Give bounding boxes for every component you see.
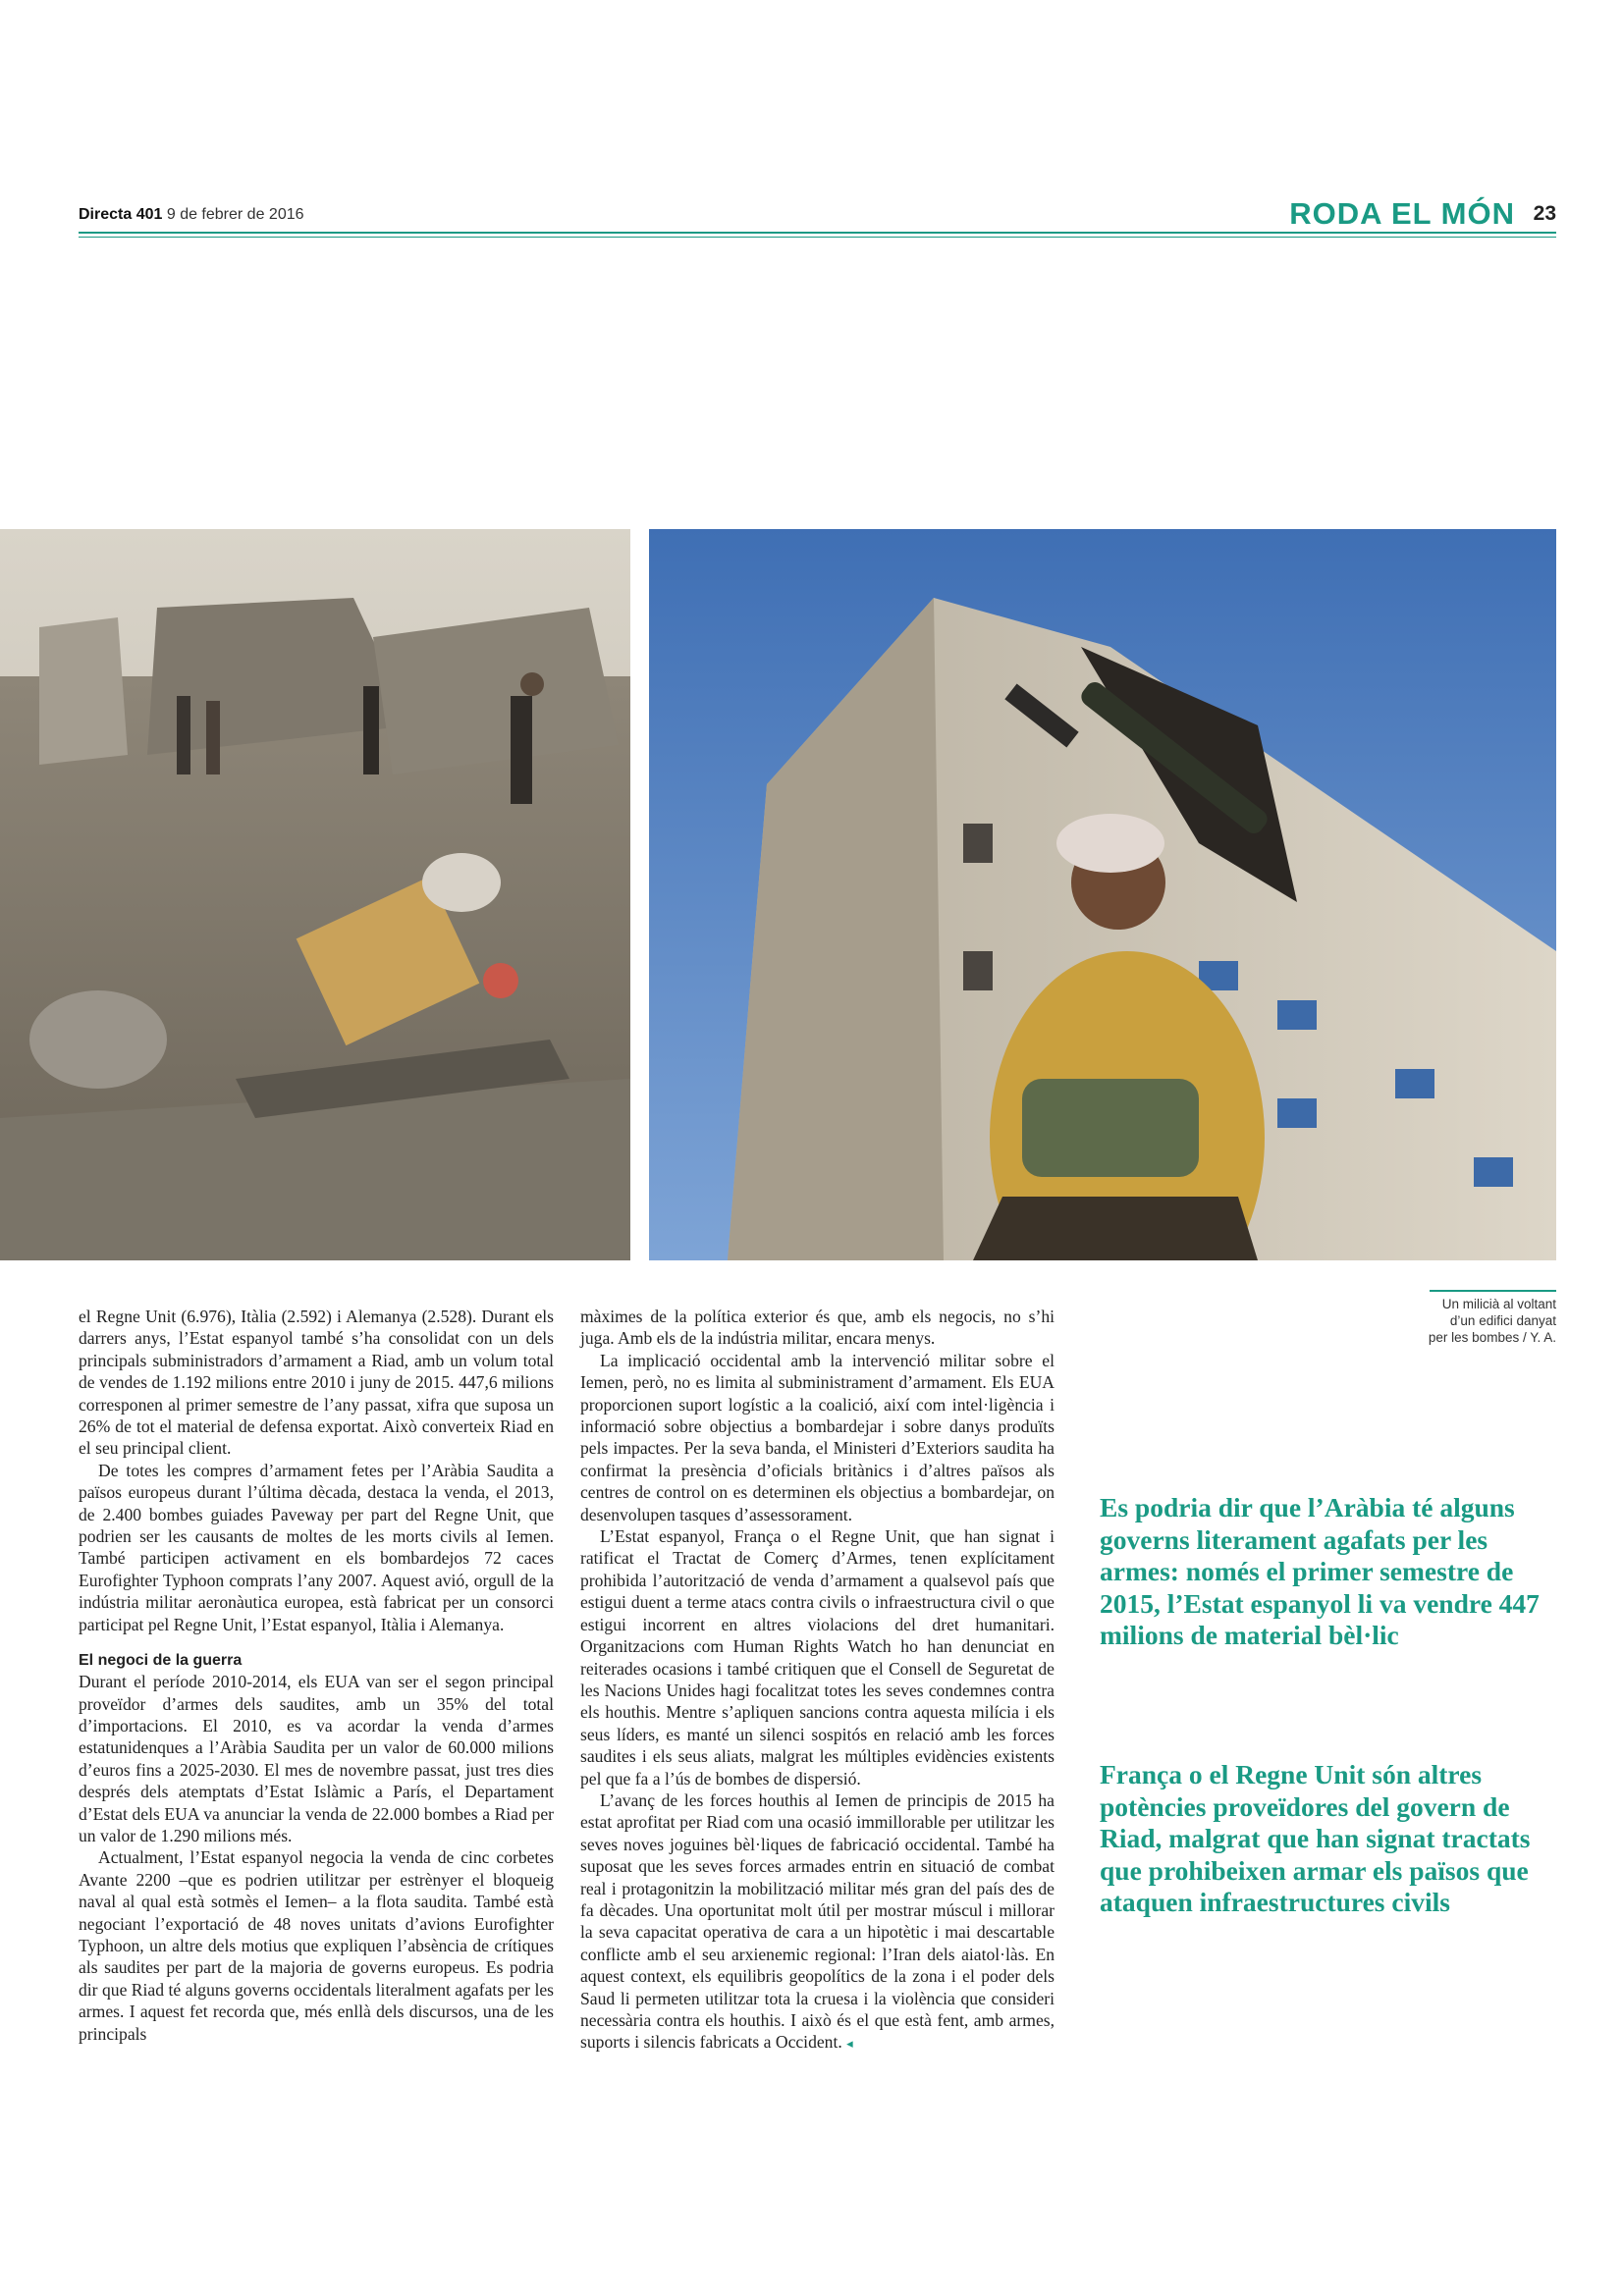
- article-paragraph: màximes de la política exterior és que, amb els negocis, no s’hi juga. Amb els de la indústria militar, encara menys.: [580, 1307, 1055, 1349]
- section-title: RODA EL MÓN: [1289, 196, 1515, 231]
- caption-line: Un milicià al voltant: [1441, 1297, 1556, 1311]
- page-number: 23: [1533, 202, 1556, 225]
- article-column-2: [580, 1306, 1055, 2056]
- article-subhead: El negoci de la guerra: [79, 1652, 243, 1670]
- caption-line: per les bombes / Y. A.: [1428, 1330, 1556, 1345]
- militiaman-photo: [649, 529, 1556, 1260]
- pull-quote-2: França o el Regne Unit són altres potències proveïdores del govern de Riad, malgrat que han signat tractats que prohibeixen armar els països que ataquen infraestructures civils: [1100, 1759, 1531, 1917]
- caption-rule: [1430, 1290, 1556, 1292]
- header-rule-top: [79, 232, 1556, 234]
- article-paragraph: Durant el període 2010-2014, els EUA van ser el segon principal proveïdor d’armes dels saudites, amb un 35% del total d’importacions. El 2010, es va acordar la venda d’armes estatunidenques a l’Aràbia Saudita per un valor de 60.000 milions d’euros fins a 2025-2030. El mes de novembre passat, just tres dies després dels atemptats d’Estat Islàmic a París, el Departament d’Estat dels EUA va anunciar la venda de 22.000 bombes a Riad per un valor de 1.290 milions més.: [79, 1672, 554, 1845]
- rubble-photo: [0, 529, 630, 1260]
- article-paragraph: La implicació occidental amb la intervenció militar sobre el Iemen, però, no es limita al subministrament d’armament. Els EUA proporcionen suport logístic a la coalició, així com intel·ligència i informació sobre objectius a bombardejar i sobre danys produïts pels impactes. Per la seva banda, el Ministeri d’Exteriors saudita ha confirmat la presència d’oficials britànics i d’altres països als centres de control on es determinen els objectius a bombardejar, on desenvolupen tasques d’assessorament.: [580, 1350, 1055, 1524]
- publication-name: Directa 401: [79, 206, 163, 223]
- article-paragraph: L’Estat espanyol, França o el Regne Unit, que han signat i ratificat el Tractat de Comerç d’Armes, tenen explícitament prohibida l’autorització de venda d’armament a qualsevol país que estigui duent a terme atacs contra civils o infraestructura civil o que estigui incorrent en altres violacions del dret humanitari. Organitzacions com Human Rights Watch ho han denunciat en reiterades ocasions i també critiquen que el Consell de Seguretat de les Nacions Unides hagi focalitzat totes les seves condemnes contra els houthis. Mentre s’apliquen sancions contra aquesta milícia i els seus líders, es manté un silenci sospitós en relació amb les forces saudites i els seus aliats, malgrat les múltiples evidències existents pel que fa a l’ús de bombes de dispersió.: [580, 1526, 1055, 1789]
- article-paragraph: Actualment, l’Estat espanyol negocia la venda de cinc corbetes Avante 2200 –que es podrien utilitzar per estrènyer el bloqueig naval al qual està sotmès el Iemen– a la flota saudita. També està negociant l’exportació de 48 noves unitats d’avions Eurofighter Typhoon, un altre dels motius que expliquen l’absència de crítiques als saudites per part de la majoria de governs europeus. Es podria dir que Riad té alguns governs occidentals literalment agafats per les armes. I aquest fet recorda que, més enllà dels discursos, una de les principals: [79, 1847, 554, 2044]
- article-paragraph-text: L’avanç de les forces houthis al Iemen de principis de 2015 ha estat aprofitat per Riad com una ocasió immillorable per utilitzar les seves noves joguines bèl·liques de fabricació occidental. També ha suposat que les seves forces armades entrin en situació de combat real i protagonitzin la mobilització militar més gran del país des de fa dècades. Una oportunitat molt útil per mostrar múscul i millorar la seva capacitat operativa de cara a un hipotètic i mai descartable conflicte amb el seu arxienemic regional: l’Iran dels aiatol·làs. En aquest context, els equilibris geopolítics de la zona i el poder dels Saud li permeten utilitzar tota la cruesa i la violència que consideri necessària contra els houthis. I això és el que està fent, amb armes, suports i silencis fabricats a Occident.: [580, 1789, 1055, 2053]
- article-paragraph: el Regne Unit (6.976), Itàlia (2.592) i Alemanya (2.528). Durant els darrers anys, l’Estat espanyol també s’ha consolidat con un dels principals subministradors d’armament a Riad, amb un volum total de vendes de 1.192 milions entre 2010 i juny de 2015. 447,6 milions corresponen al primer semestre de l’any passat, xifra que suposa un 26% de tot el material de defensa exportat. Això converteix Riad en el seu principal client.: [79, 1307, 554, 1459]
- page-header: [79, 194, 1556, 231]
- publication-date: 9 de febrer de 2016: [166, 206, 304, 223]
- article-paragraph: [580, 1789, 1055, 2056]
- photo-caption: [1340, 1296, 1556, 1346]
- end-mark-icon: ◂: [846, 2036, 853, 2052]
- article-column-1: [79, 1306, 554, 2045]
- header-rule-bottom: [79, 237, 1556, 238]
- caption-line: d’un edifici danyat: [1449, 1313, 1556, 1328]
- pull-quote-1: Es podria dir que l’Aràbia té alguns governs literament agafats per les armes: només el primer semestre de 2015, l’Estat espanyol li va vendre 447 milions de material bèl·lic: [1100, 1492, 1540, 1650]
- publication-info: [79, 206, 304, 224]
- article-paragraph: De totes les compres d’armament fetes per l’Aràbia Saudita a països europeus durant l’última dècada, destaca la venda, el 2013, de 2.400 bombes guiades Paveway per part del Regne Unit, que podrien ser les causants de moltes de les morts civils al Iemen. També participen activament en els bombardejos 72 caces Eurofighter Typhoon comprats l’any 2007. Aquest avió, orgull de la indústria militar aeronàutica europea, està fabricat per un consorci participat pel Regne Unit, l’Estat espanyol, Itàlia i Alemanya.: [79, 1460, 554, 1634]
